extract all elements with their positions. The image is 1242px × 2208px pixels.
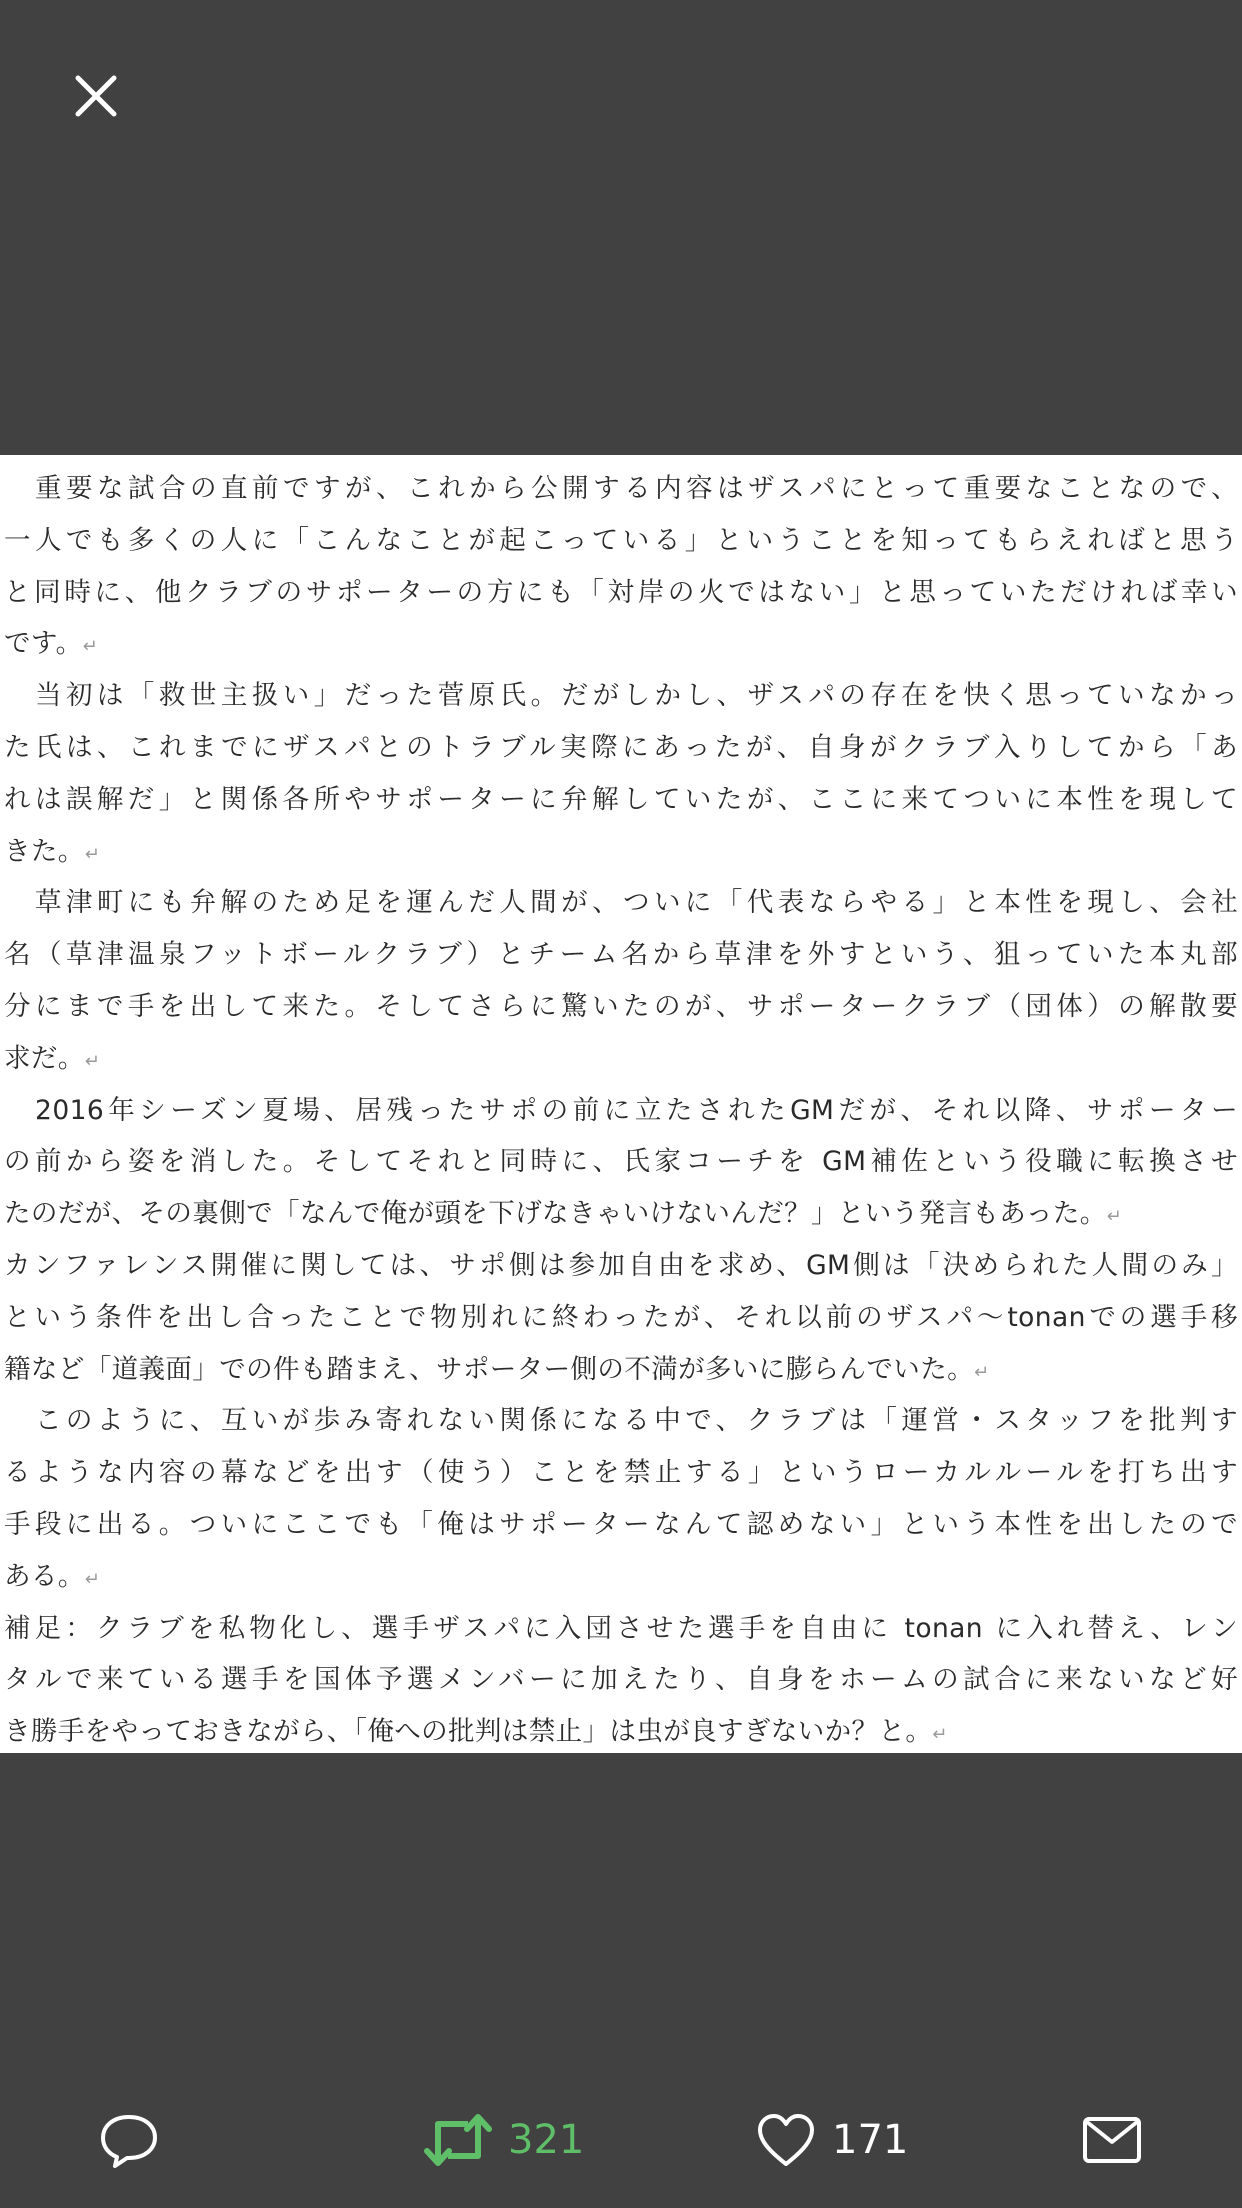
document-line-text: このように、互いが歩み寄れない関係になる中で、クラブは「運営・スタッフを批判す	[4, 1405, 1238, 1437]
like-count: 171	[832, 2117, 909, 2163]
document-line-text: という条件を出し合ったことで物別れに終わったが、それ以前のザスパ〜tonanでの選手移	[4, 1301, 1238, 1333]
document-line	[4, 670, 1238, 722]
document-line-text: 手段に出る。ついにここでも「俺はサポーターなんて認めない」という本性を出したので	[4, 1509, 1238, 1540]
document-line-text: 求だ。	[4, 1042, 85, 1074]
paragraph-mark: ↵	[1106, 1206, 1123, 1228]
reply-icon	[98, 2109, 160, 2171]
document-line	[4, 567, 1238, 619]
document-image	[0, 455, 1242, 1753]
document-line-text: たのだが、その裏側で「なんで俺が頭を下げなきゃいけないんだ？」という発言もあった。	[4, 1198, 1107, 1230]
document-line	[4, 463, 1238, 515]
document-line	[4, 1188, 1238, 1240]
share-mail-button[interactable]	[1082, 2090, 1142, 2190]
document-line	[4, 1654, 1238, 1706]
heart-icon	[756, 2112, 816, 2168]
retweet-count: 321	[508, 2117, 585, 2163]
document-line-text: きた。	[4, 835, 85, 867]
document-line	[4, 774, 1238, 826]
close-icon	[66, 66, 126, 126]
document-line	[4, 877, 1238, 929]
document-line-text: 籍など「道義面」での件も踏まえ、サポーター側の不満が多いに膨らんでいた。	[4, 1353, 974, 1385]
document-line	[4, 1085, 1238, 1137]
document-line-text: るような内容の幕などを出す（使う）ことを禁止する」というローカルルールを打ち出す	[4, 1457, 1238, 1489]
document-line	[4, 1499, 1238, 1551]
document-line	[4, 1240, 1238, 1292]
document-line	[4, 515, 1238, 567]
paragraph-mark: ↵	[974, 1361, 990, 1383]
document-line	[4, 981, 1238, 1033]
paragraph-mark: ↵	[84, 843, 101, 865]
document-line-text: 草津町にも弁解のため足を運んだ人間が、ついに「代表ならやる」と本性を現し、会社	[4, 887, 1238, 919]
document-line-text: 名（草津温泉フットボールクラブ）とチーム名から草津を外すという、狙っていた本丸部	[4, 939, 1238, 971]
document-line	[4, 929, 1238, 981]
document-line-text: 当初は「救世主扱い」だった菅原氏。だがしかし、ザスパの存在を快く思っていなかっ	[4, 680, 1238, 712]
retweet-icon	[424, 2110, 492, 2170]
document-line	[4, 722, 1238, 774]
paragraph-mark: ↵	[932, 1724, 948, 1746]
tweet-action-bar	[0, 2090, 1242, 2190]
document-line	[4, 1292, 1238, 1344]
document-line	[4, 1447, 1238, 1499]
document-line-text: 重要な試合の直前ですが、これから公開する内容はザスパにとって重要なことなので、	[4, 473, 1238, 504]
document-line	[4, 1344, 1238, 1396]
reply-button[interactable]	[98, 2090, 160, 2190]
document-line-text: と同時に、他クラブのサポーターの方にも「対岸の火ではない」と思っていただければ幸い	[4, 576, 1238, 608]
paragraph-mark: ↵	[82, 636, 99, 658]
close-button[interactable]	[66, 66, 126, 126]
document-line	[4, 1551, 1238, 1603]
document-line-text: です。	[4, 628, 83, 660]
document-line-text: た氏は、これまでにザスパとのトラブル実際にあったが、自身がクラブ入りしてから「あ	[4, 732, 1238, 763]
document-line	[4, 1706, 1238, 1753]
document-line	[4, 826, 1238, 878]
document-line-text: き勝手をやっておきながら、「俺への批判は禁止」は虫が良すぎないか？と。	[4, 1716, 933, 1748]
document-line-text: タルで来ている選手を国体予選メンバーに加えたり、自身をホームの試合に来ないなど好	[4, 1664, 1238, 1696]
document-line	[4, 1033, 1238, 1085]
mail-icon	[1082, 2115, 1142, 2165]
document-line-text: の前から姿を消した。そしてそれと同時に、氏家コーチを GM補佐という役職に転換させ	[4, 1146, 1238, 1178]
document-line-text: れは誤解だ」と関係各所やサポーターに弁解していたが、ここに来てついに本性を現して	[4, 783, 1238, 815]
document-line-text: 2016年シーズン夏場、居残ったサポの前に立たされたGMだが、それ以降、サポーター	[4, 1094, 1238, 1126]
paragraph-mark: ↵	[84, 1568, 101, 1590]
document-line-text: 補足：クラブを私物化し、選手ザスパに入団させた選手を自由に tonan に入れ替え、レン	[4, 1612, 1238, 1644]
document-line-text: 一人でも多くの人に「こんなことが起こっている」ということを知ってもらえればと思う	[4, 524, 1238, 556]
document-line	[4, 1136, 1238, 1188]
document-line	[4, 618, 1238, 670]
document-line	[4, 1395, 1238, 1447]
paragraph-mark: ↵	[84, 1050, 101, 1072]
document-line	[4, 1603, 1238, 1655]
document-line-text: カンファレンス開催に関しては、サポ側は参加自由を求め、GM側は「決められた人間のみ」	[4, 1250, 1238, 1281]
document-line-text: 分にまで手を出して来た。そしてさらに驚いたのが、サポータークラブ（団体）の解散要	[4, 991, 1238, 1022]
like-button[interactable]	[756, 2090, 908, 2190]
document-line-text: ある。	[4, 1560, 85, 1592]
retweet-button[interactable]	[424, 2090, 584, 2190]
